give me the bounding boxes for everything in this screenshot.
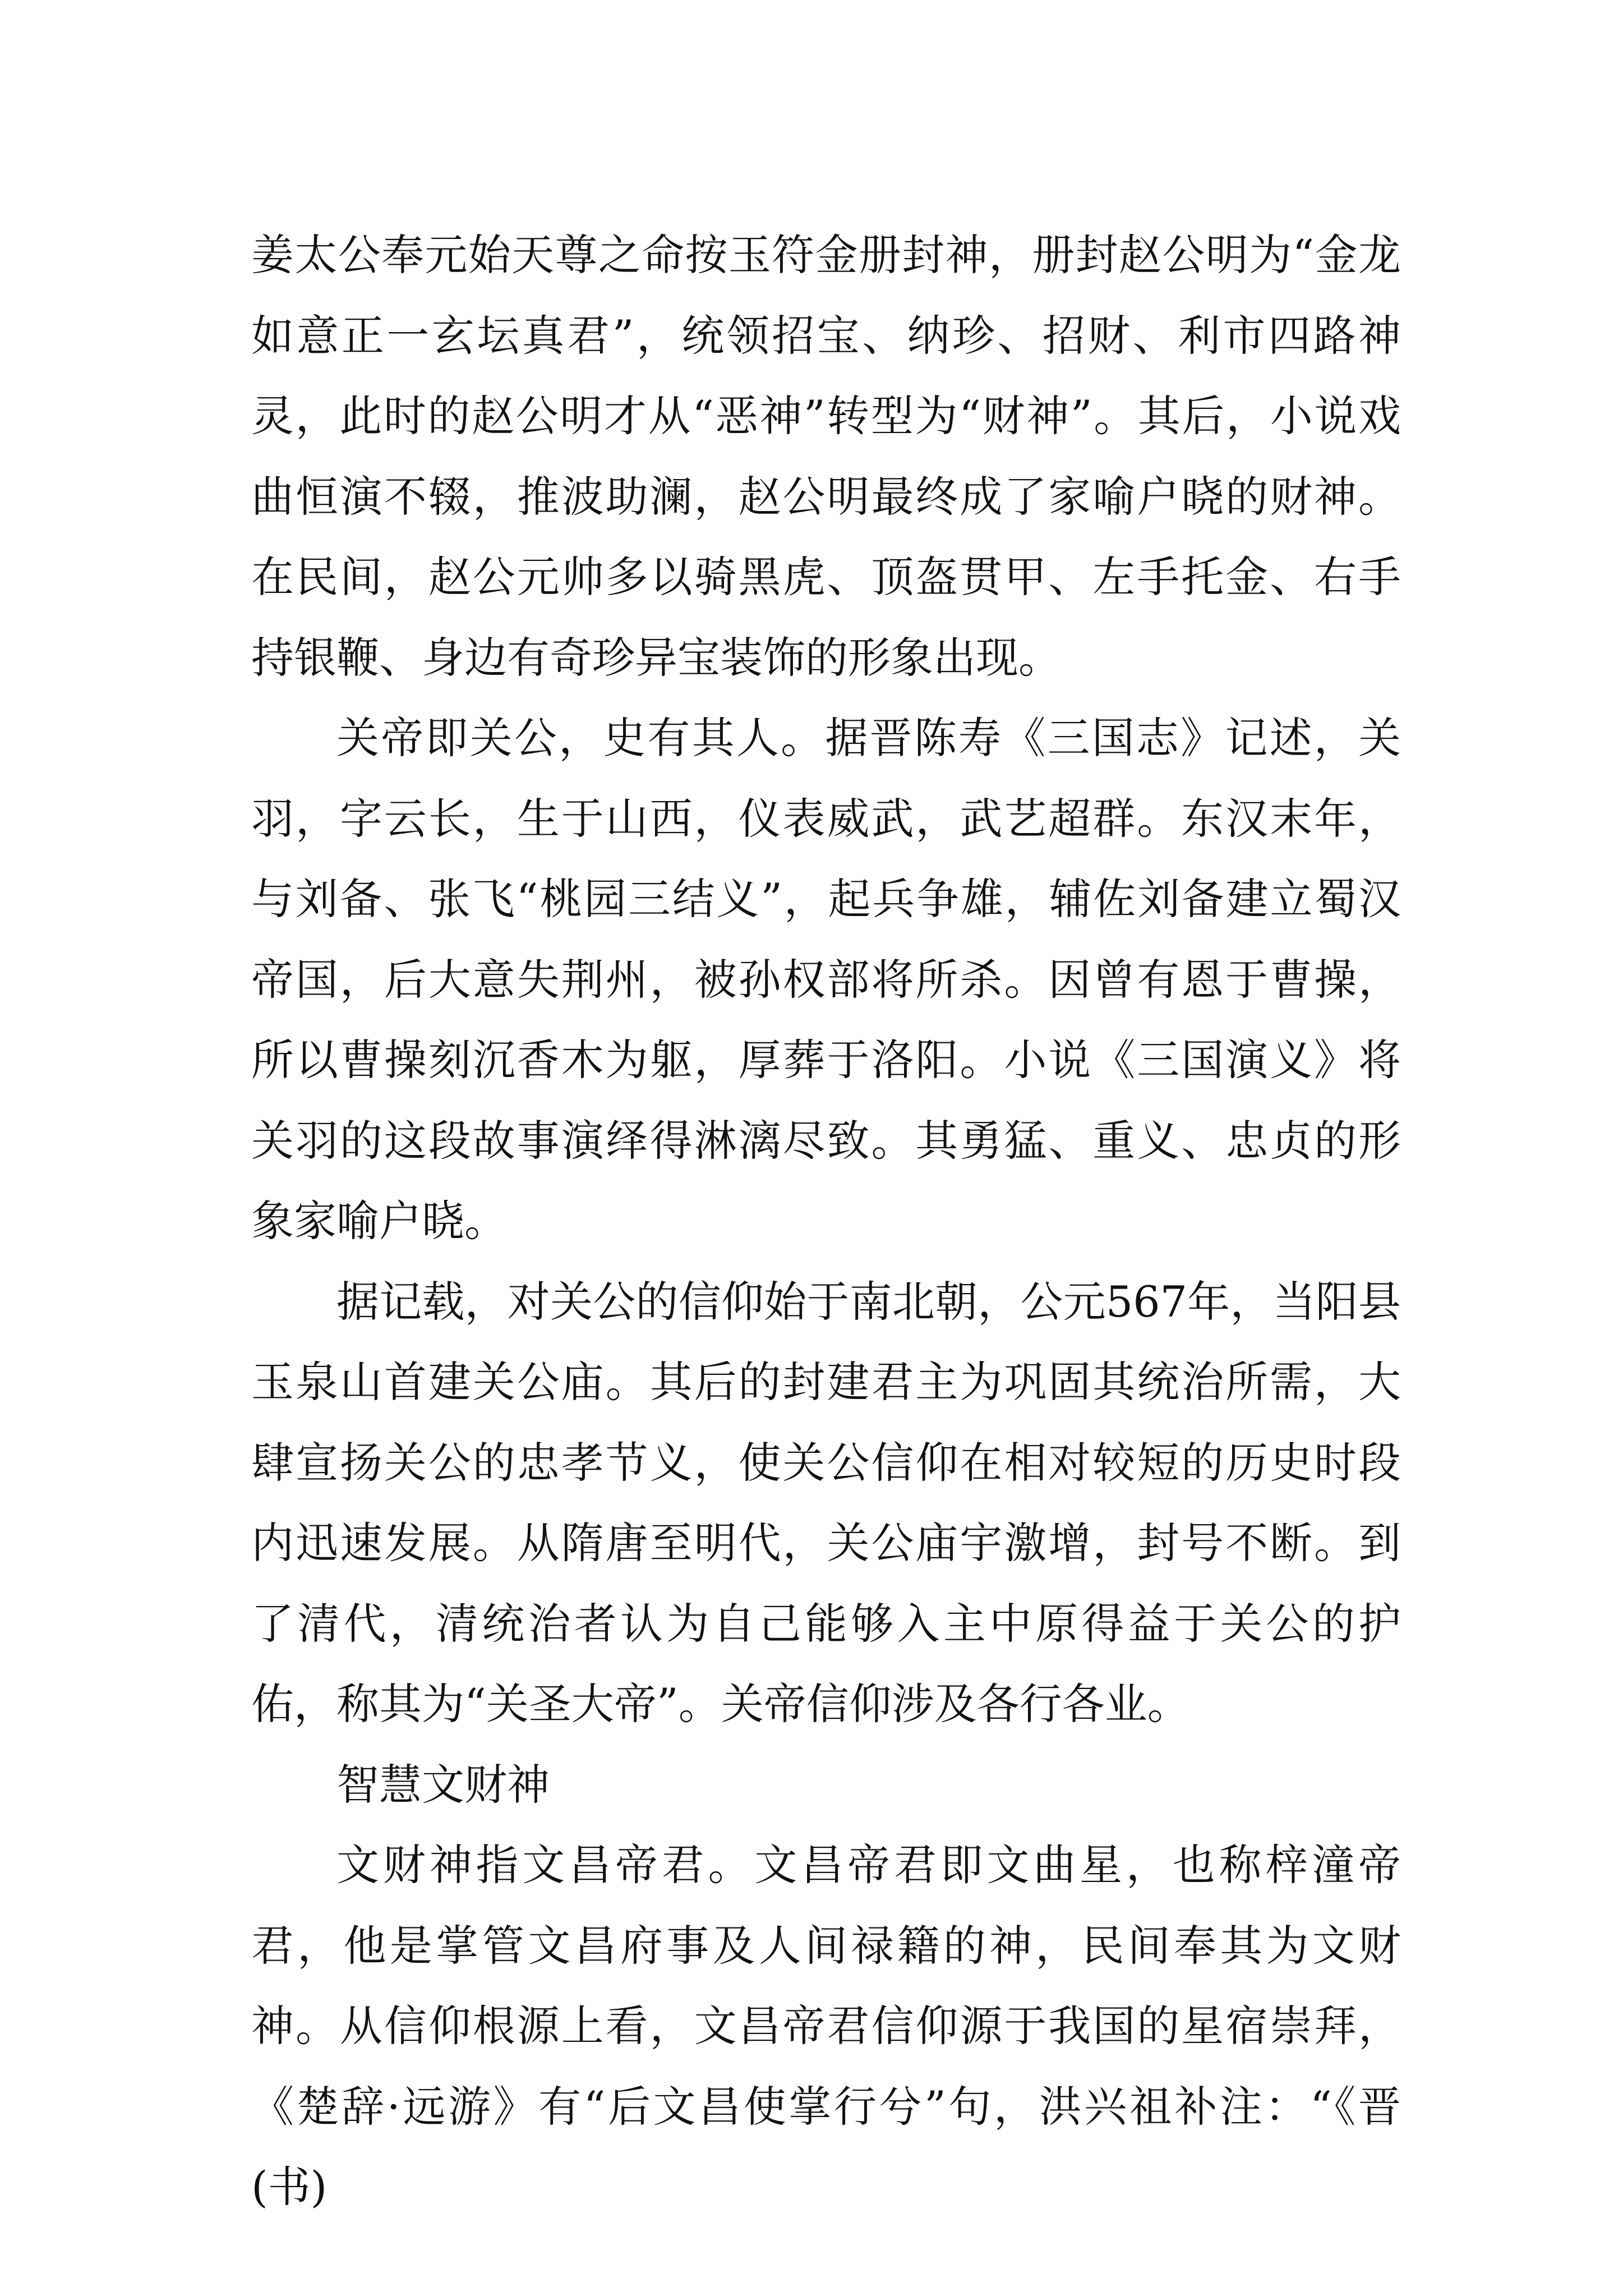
paragraph-guangong-worship: 据记载，对关公的信仰始于南北朝，公元567年，当阳县玉泉山首建关公庙。其后的封建君主为巩固其统治所需，大肆宣扬关公的忠孝节义，使关公信仰在相对较短的历史时段内迅速发展。从隋唐至明代，关公庙宇激增，封号不断。到了清代，清统治者认为自己能够入主中原得益于关公的护佑，称其为“关圣大帝”。关帝信仰涉及各行各业。	[251, 1276, 1401, 1729]
section-heading: 智慧文财神	[336, 1759, 550, 1810]
body-text	[251, 215, 1401, 2228]
paragraph-zhao-gongming: 姜太公奉元始天尊之命按玉符金册封神，册封赵公明为“金龙如意正一玄坛真君”，统领招宝、纳珍、招财、利市四路神灵，此时的赵公明才从“恶神”转型为“财神”。其后，小说戏曲恒演不辍，推波助澜，赵公明最终成了家喻户晓的财神。在民间，赵公元帅多以骑黑虎、顶盔贯甲、左手托金、右手持银鞭、身边有奇珍异宝装饰的形象出现。	[251, 230, 1401, 683]
paragraph-wenchang: 文财神指文昌帝君。文昌帝君即文曲星，也称梓潼帝君，他是掌管文昌府事及人间禄籍的神，民间奉其为文财神。从信仰根源上看，文昌帝君信仰源于我国的星宿崇拜，《楚辞·远游》有“后文昌使掌行兮”句，洪兴祖补注：“《晋(书)	[251, 1840, 1401, 2212]
paragraph-guandi-intro: 关帝即关公，史有其人。据晋陈寿《三国志》记述，关羽，字云长，生于山西，仪表威武，武艺超群。东汉末年，与刘备、张飞“桃园三结义”，起兵争雄，辅佐刘备建立蜀汉帝国，后大意失荆州，被孙权部将所杀。因曾有恩于曹操，所以曹操刻沉香木为躯，厚葬于洛阳。小说《三国演义》将关羽的这段故事演绎得淋漓尽致。其勇猛、重义、忠贞的形象家喻户晓。	[251, 713, 1401, 1246]
